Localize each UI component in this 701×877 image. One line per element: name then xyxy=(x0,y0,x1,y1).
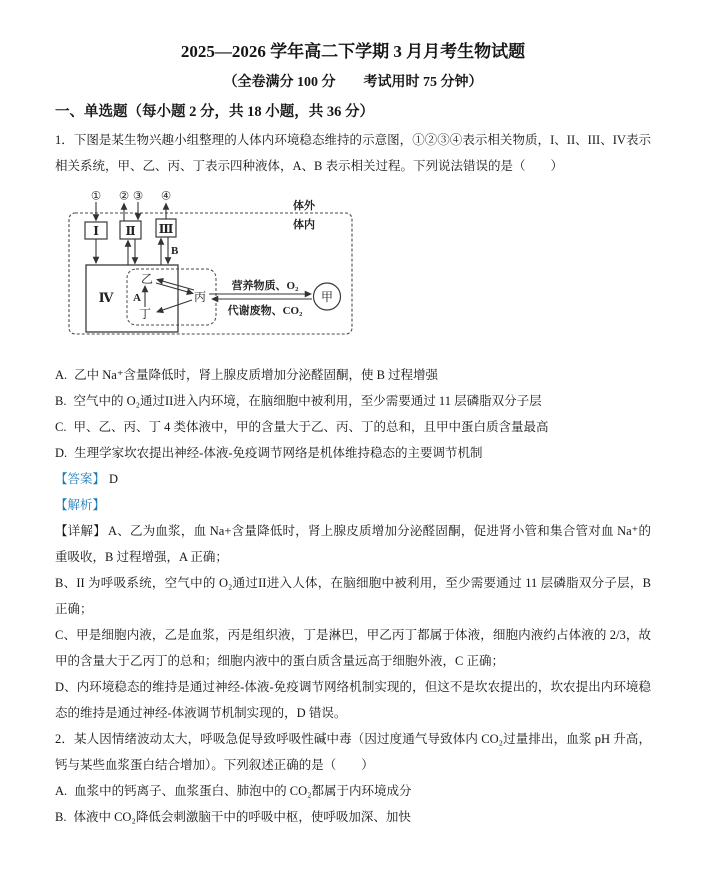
circled-number-2: ② xyxy=(118,190,130,203)
process-label-B: B xyxy=(171,245,179,257)
system-label-IV: Ⅳ xyxy=(98,290,114,305)
detail-label: 【详解】 xyxy=(55,524,106,538)
fluid-label-ding: 丁 xyxy=(138,307,152,321)
q2-option-b xyxy=(55,804,651,830)
question-1-stem: 1．下图是某生物兴趣小组整理的人体内环境稳态维持的示意图，①②③④表示相关物质，I、II、III、IV表示相关系统，甲、乙、丙、丁表示四种液体，A、B 表示相关过程。下列说法错误的是（ ） xyxy=(55,133,651,173)
q1-analysis-line xyxy=(55,492,651,518)
option-text: 甲、乙、丙、丁 4 类体液中，甲的含量大于乙、丙、丁的总和，且甲中蛋白质含量最高 xyxy=(73,420,549,434)
q1-diagram xyxy=(59,186,651,357)
q1-detail-c: C、甲是细胞内液，乙是血浆，丙是组织液，丁是淋巴，甲乙丙丁都属于体液，细胞内液约占体液的 2/3，故甲的含量大于乙丙丁的总和；细胞内液中的蛋白质含量远高于细胞外液，C 正确； xyxy=(55,628,651,668)
fluid-label-bing: 丙 xyxy=(193,290,207,304)
option-text: 空气中的 O₂通过II进入内环境，在脑细胞中被利用，至少需要通过 11 层磷脂双分子层 xyxy=(73,394,542,408)
circled-number-4: ④ xyxy=(160,190,172,203)
option-text: 乙中 Na⁺含量降低时，肾上腺皮质增加分泌醛固酮，使 B 过程增强 xyxy=(74,368,439,382)
q1-option-d xyxy=(55,440,651,466)
answer-label: 【答案】 xyxy=(55,472,106,486)
q1-detail-b: B、II 为呼吸系统，空气中的 O₂通过II进入人体，在脑细胞中被利用，至少需要通过 11 层磷脂双分子层，B 正确； xyxy=(55,576,651,616)
system-label-II: Ⅱ xyxy=(125,224,136,238)
q1-detail-d: D、内环境稳态的维持是通过神经-体液-免疫调节网络机制实现的，但这不是坎农提出的，坎农提出内环境稳态的维持是通过神经-体液调节机制实现的，D 错误。 xyxy=(55,680,651,720)
system-label-I: Ⅰ xyxy=(93,224,99,238)
option-text: 体液中 CO₂降低会刺激脑干中的呼吸中枢，使呼吸加深、加快 xyxy=(73,810,411,824)
question-2-stem: 2．某人因情绪波动太大，呼吸急促导致呼吸性碱中毒（因过度通气导致体内 CO₂过量排出，血浆 pH 升高，钙与某些血浆蛋白结合增加）。下列叙述正确的是（ ） xyxy=(55,732,651,772)
option-letter: A. xyxy=(55,784,68,798)
process-label-A: A xyxy=(133,292,141,304)
page-title: 2025—2026 学年高二下学期 3 月月考生物试题 xyxy=(180,42,526,61)
q1-option-a xyxy=(55,362,651,388)
section-heading: 一、单选题（每小题 2 分，共 18 小题，共 36 分） xyxy=(55,104,374,120)
fluid-label-jia: 甲 xyxy=(320,290,334,304)
q1-option-c xyxy=(55,414,651,440)
internal-environment-diagram xyxy=(59,186,419,352)
option-letter: D. xyxy=(55,446,68,460)
fluid-label-yi: 乙 xyxy=(140,272,154,286)
option-letter: B. xyxy=(55,810,67,824)
option-letter: A. xyxy=(55,368,68,382)
exam-score-info: （全卷满分 100 分 考试用时 75 分钟） xyxy=(223,75,483,90)
option-text: 血浆中的钙离子、血浆蛋白、肺泡中的 CO₂都属于内环境成分 xyxy=(74,784,412,798)
circled-number-1: ① xyxy=(90,190,102,203)
analysis-label: 【解析】 xyxy=(55,498,106,512)
circled-number-3: ③ xyxy=(132,190,144,203)
q1-answer-line xyxy=(55,466,651,492)
option-letter: C. xyxy=(55,420,67,434)
option-letter: B. xyxy=(55,394,67,408)
label-inside-body: 体内 xyxy=(293,219,315,231)
q1-option-b xyxy=(55,388,651,414)
option-text: 生理学家坎农提出神经-体液-免疫调节网络是机体维持稳态的主要调节机制 xyxy=(74,446,483,460)
system-label-III: Ⅲ xyxy=(158,222,174,236)
answer-value: D xyxy=(109,472,119,486)
q2-option-a xyxy=(55,778,651,804)
q1-detail-a xyxy=(55,518,651,570)
label-outside-body: 体外 xyxy=(293,200,315,212)
wastes-co2-label: 代谢废物、CO₂ xyxy=(227,305,303,317)
detail-text: A、乙为血浆，血 Na+含量降低时，肾上腺皮质增加分泌醛固酮，促进肾小管和集合管对血 Na⁺的重吸收，B 过程增强，A 正确； xyxy=(55,524,651,564)
nutrients-o2-label: 营养物质、O₂ xyxy=(231,280,299,292)
